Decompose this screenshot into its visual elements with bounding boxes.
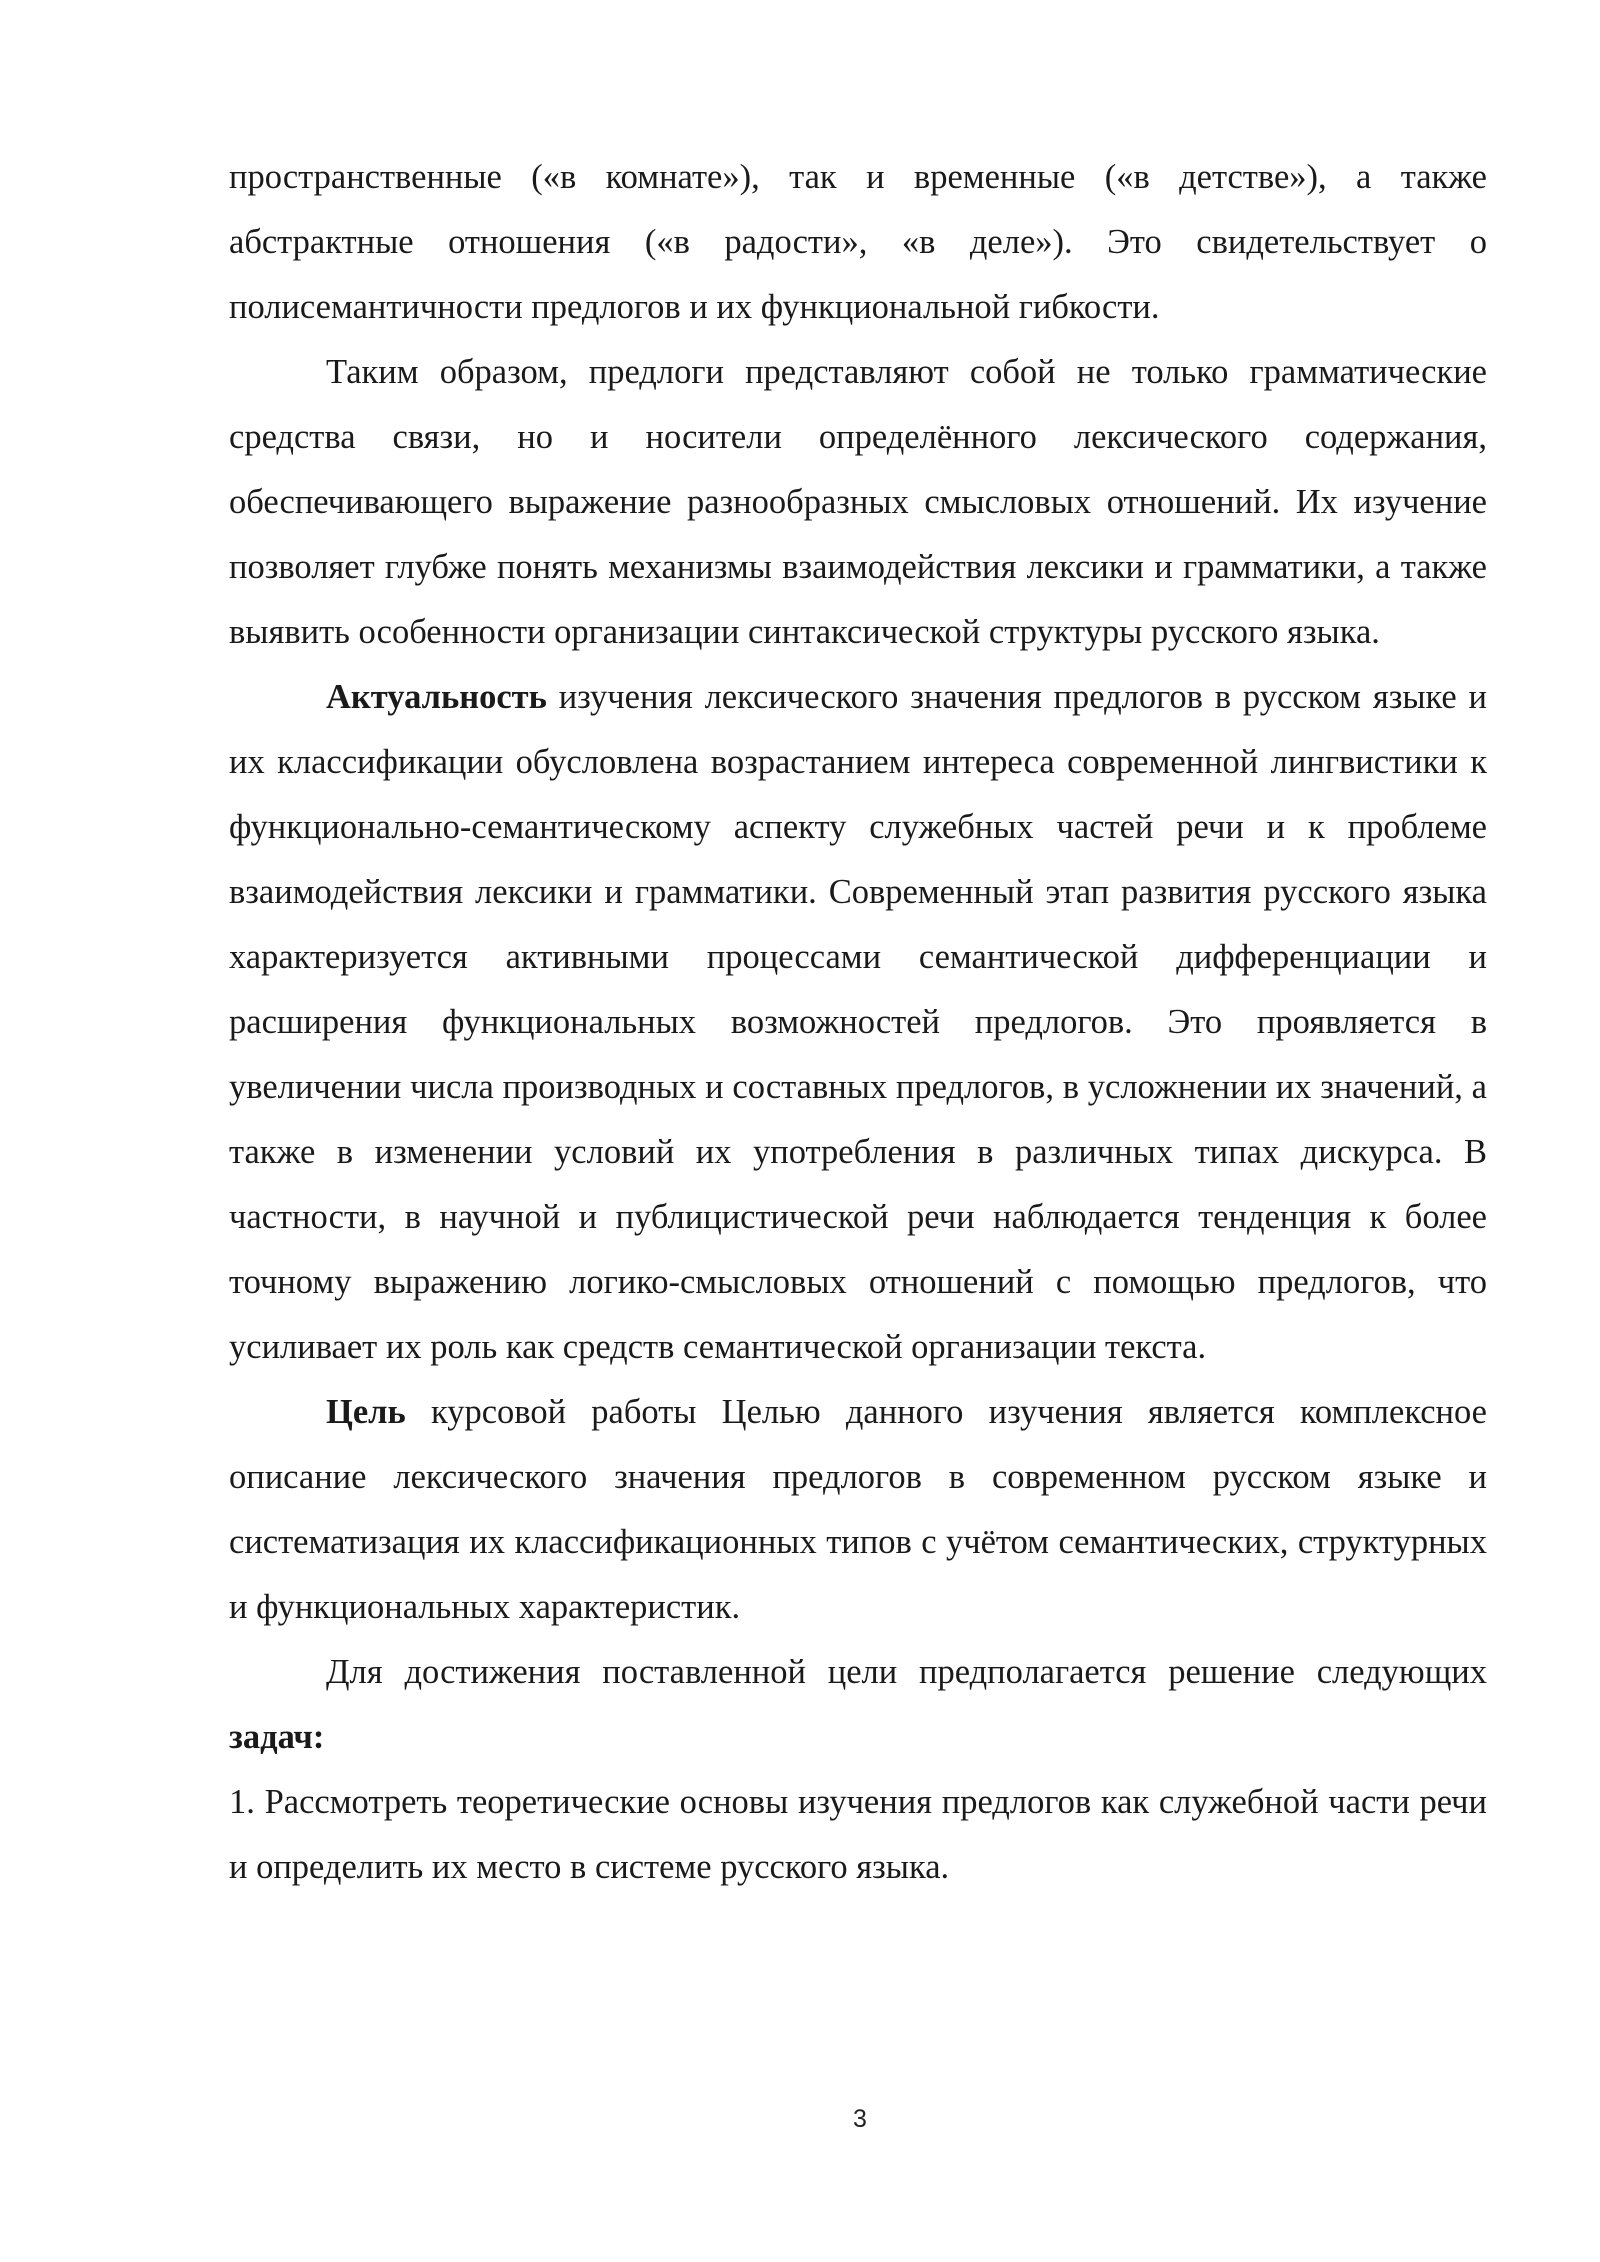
paragraph-summary (229, 340, 1487, 665)
paragraph-text: Таким образом, предлоги представляют собой не только грамматические средства связи, но и носители определённого лексического содержания, обеспечивающего выражение разнообразных смысловых отношений. Их изучение позволяет глубже понять механизмы взаимодействия лексики и грамматики, а также выявить особенности организации синтаксической структуры русского языка. (229, 353, 1487, 651)
relevance-heading: Актуальность (326, 678, 547, 716)
paragraph-text: изучения лексического значения предлогов в русском языке и их классификации обусловлена возрастанием интереса современной лингвистики к функционально-семантическому аспекту служебных частей речи и к проблеме взаимодействия лексики и грамматики. Современный этап развития русского языка характеризуется активными процессами семантической дифференциации и расширения функциональных возможностей предлогов. Это проявляется в увеличении числа производных и составных предлогов, в усложнении их значений, а также в изменении условий их употребления в различных типах дискурса. В частности, в научной и публицистической речи наблюдается тенденция к более точному выражению логико-смысловых отношений с помощью предлогов, что усиливает их роль как средств семантической организации текста. (229, 678, 1487, 1366)
paragraph-text: Для достижения поставленной цели предполагается решение следующих (326, 1653, 1487, 1691)
paragraph-text: курсовой работы Целью данного изучения является комплексное описание лексического значения предлогов в современном русском языке и систематизация их классификационных типов с учётом семантических, структурных и функциональных характеристик. (229, 1393, 1487, 1626)
goal-heading: Цель (326, 1393, 406, 1431)
paragraph-relevance (229, 665, 1487, 1380)
page-number: 3 (853, 2105, 867, 2133)
document-page (229, 145, 1487, 1900)
task-text: 1. Рассмотреть теоретические основы изучения предлогов как служебной части речи и определить их место в системе русского языка. (229, 1783, 1487, 1886)
paragraph-continuation (229, 145, 1487, 340)
task-item-1 (229, 1770, 1487, 1900)
paragraph-tasks-intro (229, 1640, 1487, 1770)
paragraph-text: пространственные («в комнате»), так и временные («в детстве»), а также абстрактные отношения («в радости», «в деле»). Это свидетельствует о полисемантичности предлогов и их функциональной гибкости. (229, 158, 1487, 326)
paragraph-goal (229, 1380, 1487, 1640)
tasks-heading: задач: (229, 1718, 325, 1756)
